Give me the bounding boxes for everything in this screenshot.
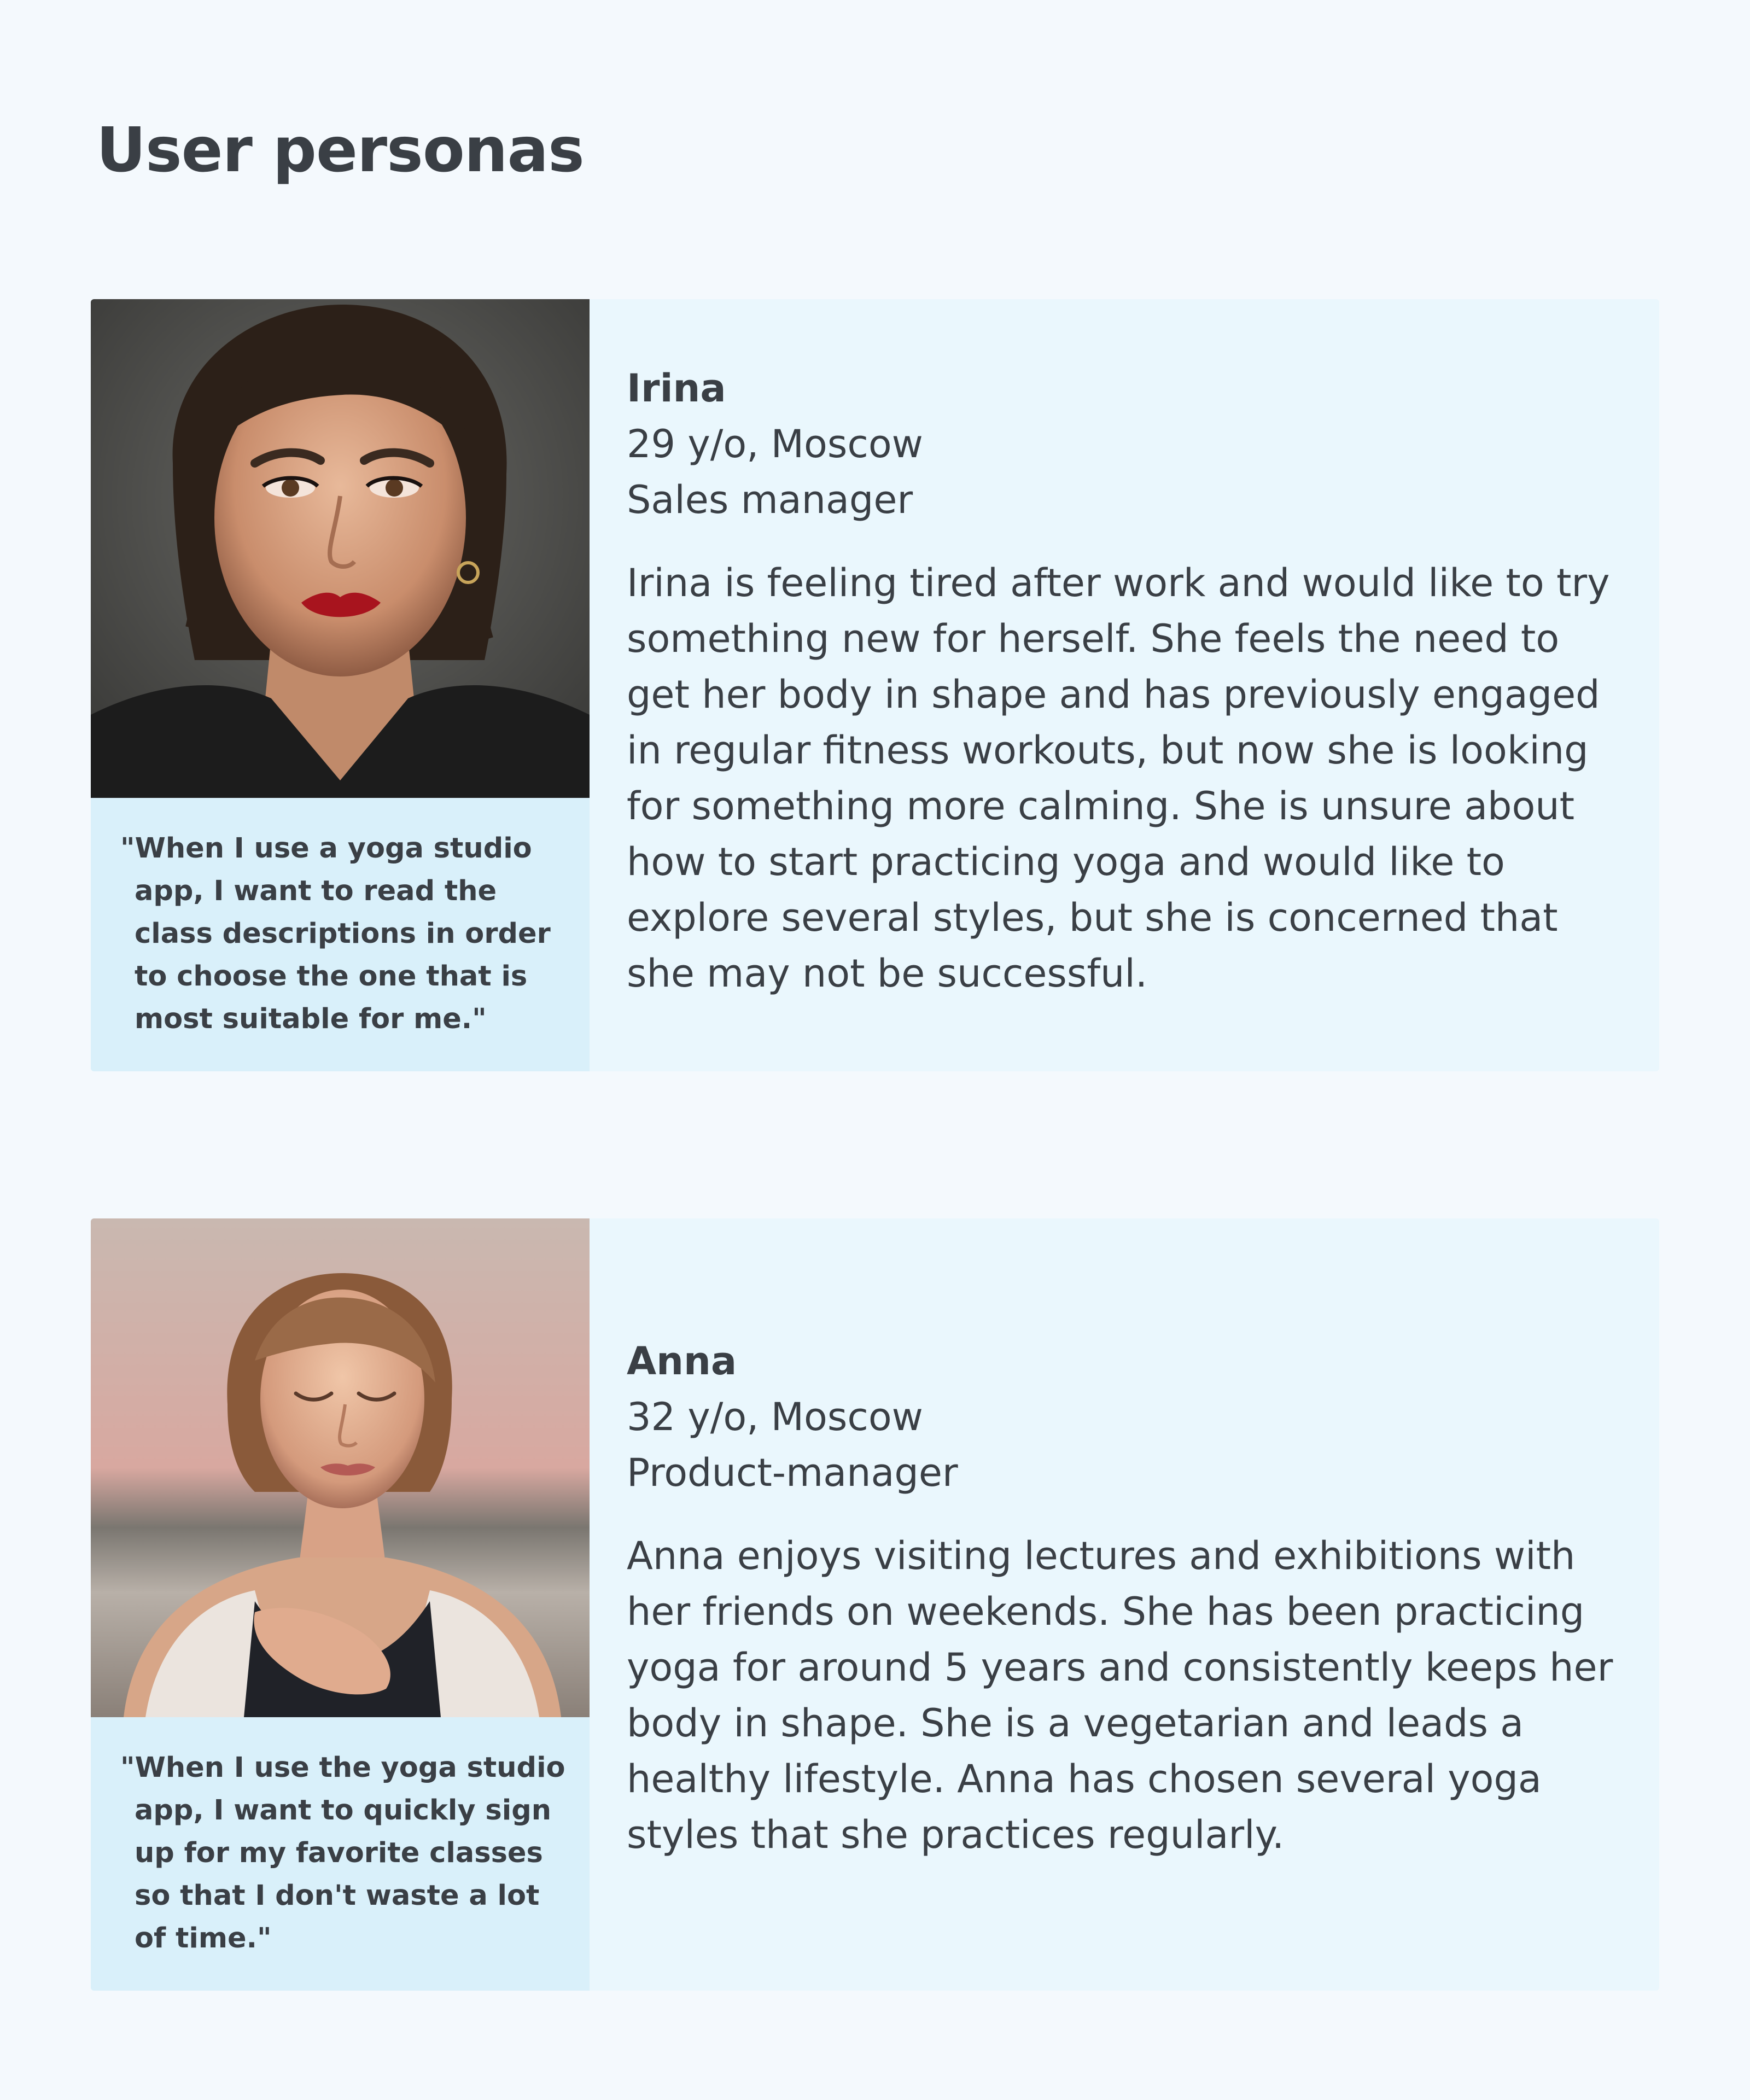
persona-quote: "When I use a yoga studio app, I want to read the class descriptions in order to choose the one that is most suitable for me." [120,832,551,1035]
portrait-photo-icon [91,1218,590,1717]
persona-card-anna [91,1218,1659,1991]
persona-age-location: 29 y/o, Moscow [627,422,923,466]
persona-occupation: Product-manager [627,1450,958,1495]
persona-age-location: 32 y/o, Moscow [627,1395,923,1439]
persona-occupation: Sales manager [627,477,913,522]
persona-photo [91,299,590,798]
persona-name: Anna [627,1339,737,1384]
persona-bio: Anna enjoys visiting lectures and exhibitions with her friends on weekends. She has been practicing yoga for around 5 years and consistently keeps her body in shape. She is a vegetarian and leads a healthy lifestyle. Anna has chosen several yoga styles that she practices regularly. [627,1533,1613,1857]
persona-name: Irina [627,366,726,411]
persona-details [627,1333,1633,1863]
persona-left-column [91,299,590,1071]
persona-bio: Irina is feeling tired after work and would like to try something new for herself. She feels the need to get her body in shape and has previously engaged in regular fitness workouts, but now she is looking for something more calming. She is unsure about how to start practicing yoga and would like to explore several styles, but she is concerned that she may not be successful. [627,561,1610,996]
persona-photo [91,1218,590,1717]
persona-card-irina [91,299,1659,1071]
persona-details [627,360,1633,1001]
page-title: User personas [96,115,584,186]
persona-left-column [91,1218,590,1991]
portrait-photo-icon [91,299,590,798]
persona-quote: "When I use the yoga studio app, I want to quickly sign up for my favorite classes so that I don't waste a lot of time." [120,1752,565,1955]
